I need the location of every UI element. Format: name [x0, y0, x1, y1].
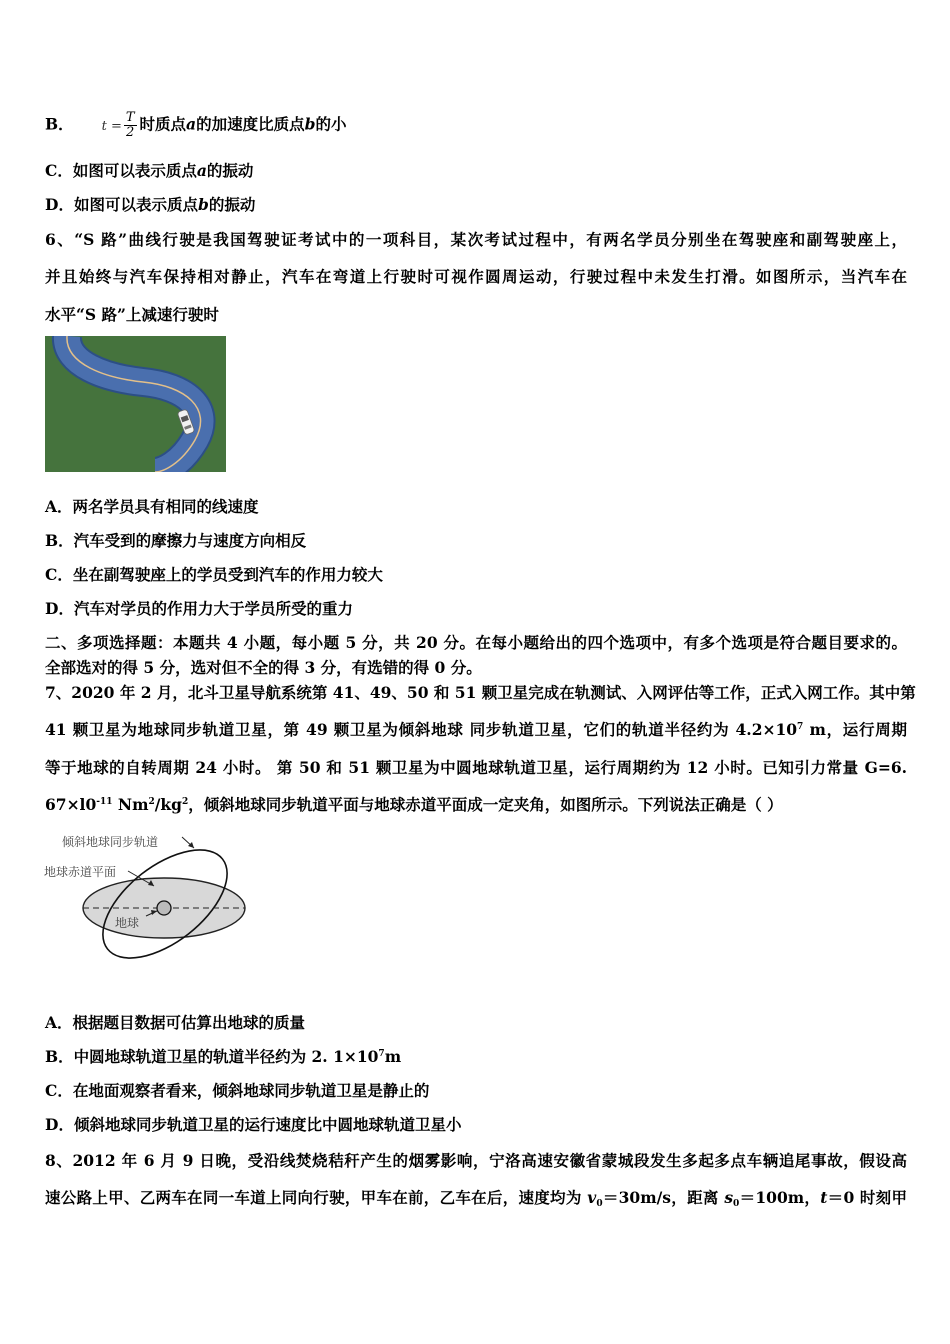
q5-option-b: B． t = $\frac{T}{2}$ 时质点a的加速度比质点b的小: [45, 110, 347, 140]
section2-heading-line-2: 全部选对的得 5 分，选对但不全的得 3 分，有选错的得 0 分。: [45, 658, 482, 677]
q6-stem-line-1: 6、“S 路”曲线行驶是我国驾驶证考试中的一项科目，某次考试过程中，有两名学员分别坐在驾驶座和副驾驶座上，: [45, 230, 907, 249]
q7-stem-line-2: 41 颗卫星为地球同步轨道卫星，第 49 颗卫星为倾斜地球 同步轨道卫星，它们的轨道半径约为 $4.2\times 10^7$ m，运行周期: [45, 720, 907, 739]
q6-stem-line-2: 并且始终与汽车保持相对静止，汽车在弯道上行驶时可视作圆周运动，行驶过程中未发生打滑。如图所示，当汽车在: [45, 267, 907, 286]
earth-icon: [157, 901, 171, 915]
q8-stem-line-2: 速公路上甲、乙两车在同一车道上同向行驶，甲车在前，乙车在后，速度均为 $v_0=30m/s$，距离 $s_0=100m$，t＝0 时刻甲: [45, 1188, 907, 1209]
q7-stem-line-1: 7、2020 年 2 月，北斗卫星导航系统第 41、49、50 和 51 颗卫星完成在轨测试、入网评估等工作，正式入网工作。其中第: [45, 683, 916, 702]
q6-option-a: A．两名学员具有相同的线速度: [45, 497, 259, 516]
q6-option-d: D．汽车对学员的作用力大于学员所受的重力: [45, 599, 353, 618]
q6-option-b: B．汽车受到的摩擦力与速度方向相反: [45, 531, 307, 550]
q7-stem-line-4: $67\times l0^{-11}$ $Nm^2/kg^2$，倾斜地球同步轨道平面与地球赤道平面成一定夹角，如图所示。下列说法正确是（ ）: [45, 795, 783, 814]
equator-plane-label: 地球赤道平面: [44, 865, 117, 879]
orbit-diagram: [42, 828, 257, 973]
incline-orbit-label: 倾斜地球同步轨道: [62, 835, 159, 849]
q7-option-b: B．中圆地球轨道卫星的轨道半径约为 2. $1\times 10^7m$: [45, 1047, 402, 1066]
q8-stem-line-1: 8、2012 年 6 月 9 日晚，受沿线焚烧秸秆产生的烟雾影响，宁洛高速安徽省蒙城段发生多起多点车辆追尾事故，假设高: [45, 1151, 907, 1170]
q7-option-a: A．根据题目数据可估算出地球的质量: [45, 1013, 306, 1032]
q7-option-c: C．在地面观察者看来，倾斜地球同步轨道卫星是静止的: [45, 1081, 430, 1100]
fraction-t-over-2: $\frac{T}{2}$: [125, 110, 135, 140]
q5-option-d: D．如图可以表示质点b的振动: [45, 195, 256, 214]
q7-option-d: D．倾斜地球同步轨道卫星的运行速度比中圆地球轨道卫星小: [45, 1115, 462, 1134]
q7-stem-line-3: 等于地球的自转周期 24 小时。 第 50 和 51 颗卫星为中圆地球轨道卫星，运行周期约为 12 小时。已知引力常量 G=6.: [45, 758, 907, 777]
earth-label: 地球: [115, 916, 140, 930]
q6-option-c: C．坐在副驾驶座上的学员受到汽车的作用力较大: [45, 565, 383, 584]
s-road-figure: [45, 336, 226, 472]
q6-stem-line-3: 水平“S 路”上减速行驶时: [45, 305, 219, 324]
section2-heading-line-1: 二、多项选择题：本题共 4 小题，每小题 5 分，共 20 分。在每小题给出的四个选项中，有多个选项是符合题目要求的。: [45, 633, 907, 652]
q5-option-c: C．如图可以表示质点a的振动: [45, 161, 254, 180]
